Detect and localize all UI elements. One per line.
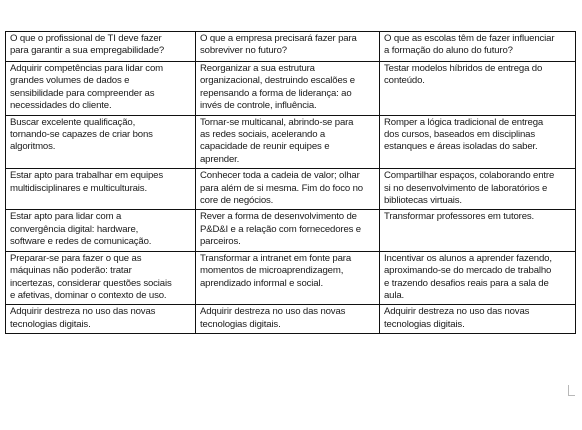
table-cell: Buscar excelente qualificação, tornando-se capazes de criar bons algoritmos. — [6, 115, 196, 169]
table-cell: Tornar-se multicanal, abrindo-se para as redes sociais, acelerando a capacidade de reunir equipes e aprender. — [196, 115, 380, 169]
table-cell: Compartilhar espaços, colaborando entre si no desenvolvimento de laboratórios e bibliotecas virtuais. — [380, 169, 576, 210]
table-row — [6, 115, 576, 169]
table-header-row — [6, 32, 576, 62]
header-company: O que a empresa precisará fazer para sobreviver no futuro? — [196, 32, 380, 62]
table-cell: Romper a lógica tradicional de entrega dos cursos, baseados em disciplinas estanques e áreas isoladas do saber. — [380, 115, 576, 169]
table-cell: Transformar professores em tutores. — [380, 210, 576, 251]
table-cell: Rever a forma de desenvolvimento de P&D&I e a relação com fornecedores e parceiros. — [196, 210, 380, 251]
table-cell: Estar apto para trabalhar em equipes multidisciplinares e multiculturais. — [6, 169, 196, 210]
table-row — [6, 62, 576, 116]
header-it-professional: O que o profissional de TI deve fazer para garantir a sua empregabilidade? — [6, 32, 196, 62]
table-row — [6, 251, 576, 305]
comparison-table — [5, 31, 576, 334]
header-schools: O que as escolas têm de fazer influenciar a formação do aluno do futuro? — [380, 32, 576, 62]
table-cell: Transformar a intranet em fonte para momentos de microaprendizagem, aprendizado informal e social. — [196, 251, 380, 305]
table-row — [6, 210, 576, 251]
table-cell: Adquirir competências para lidar com grandes volumes de dados e sensibilidade para compreender as necessidades do cliente. — [6, 62, 196, 116]
table-cell: Conhecer toda a cadeia de valor; olhar para além de si mesma. Fim do foco no core de negócios. — [196, 169, 380, 210]
table-row — [6, 169, 576, 210]
table-row — [6, 305, 576, 334]
table-cell: Estar apto para lidar com a convergência digital: hardware, software e redes de comunicação. — [6, 210, 196, 251]
table-cell: Adquirir destreza no uso das novas tecnologias digitais. — [380, 305, 576, 334]
page-corner-mark — [568, 385, 575, 396]
table-cell: Preparar-se para fazer o que as máquinas não poderão: tratar incertezas, considerar questões sociais e afetivas, dominar o contexto de uso. — [6, 251, 196, 305]
table-cell: Adquirir destreza no uso das novas tecnologias digitais. — [6, 305, 196, 334]
table-cell: Reorganizar a sua estrutura organizacional, destruindo escalões e repensando a forma de liderança: ao invés de controle, influência. — [196, 62, 380, 116]
table-cell: Adquirir destreza no uso das novas tecnologias digitais. — [196, 305, 380, 334]
table-cell: Testar modelos híbridos de entrega do conteúdo. — [380, 62, 576, 116]
table-cell: Incentivar os alunos a aprender fazendo, aproximando-se do mercado de trabalho e trazendo desafios reais para a sala de aula. — [380, 251, 576, 305]
